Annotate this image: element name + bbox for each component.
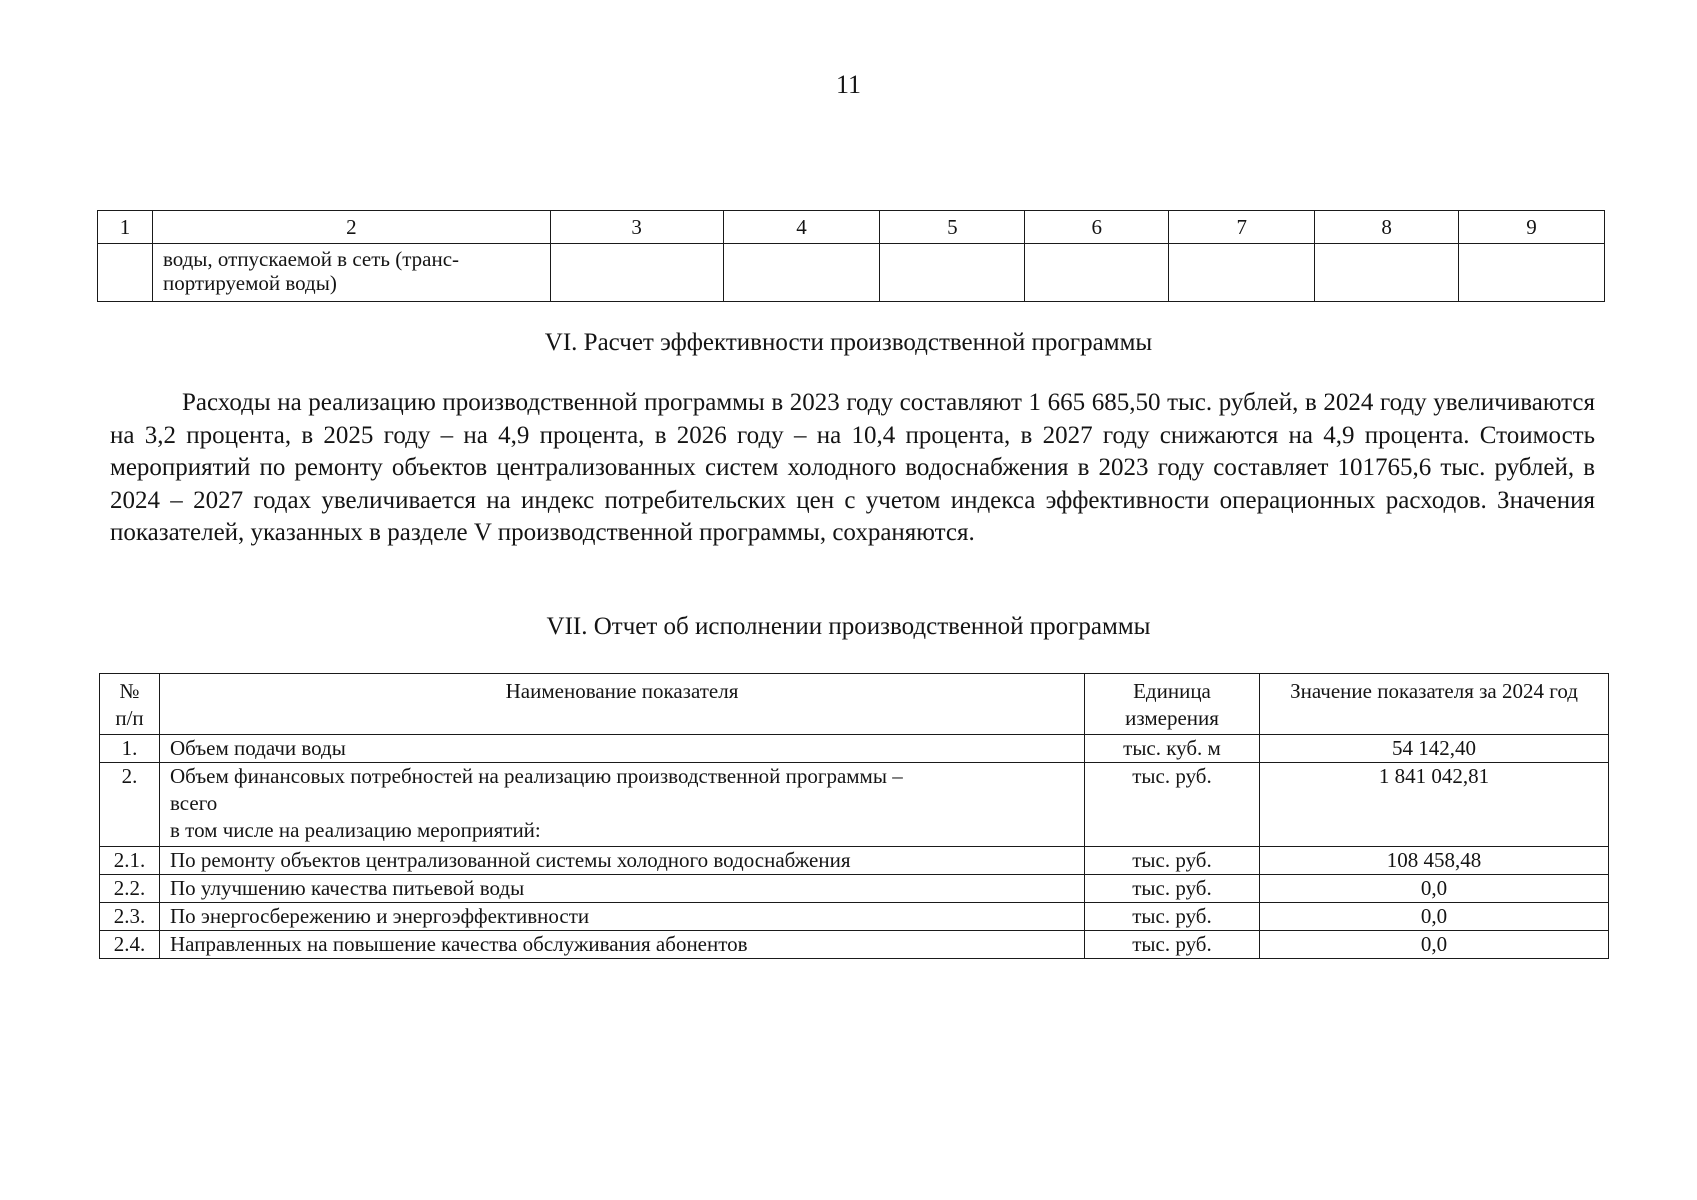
efficiency-paragraph: Расходы на реализацию производственной программы в 2023 году составляют 1 665 685,50 тыс. рублей, в 2024 году увеличиваются на 3,2 процента, в 2025 году – на 4,9 процента, в 2026 году – на 10,4 процента, в 2027 году снижаются на 4,9 процента. Стоимость мероприятий по ремонту объектов централизованных систем холодного водоснабжения в 2023 году составляет 101765,6 тыс. рублей, в 2024 – 2027 годах увеличивается на индекс потребительских цен с учетом индекса эффективности операционных расходов. Значения показателей, указанных в разделе V производственной программы, сохраняются. bbox=[110, 389, 1595, 546]
row-unit: тыс. руб. bbox=[1085, 763, 1260, 847]
row-unit: тыс. руб. bbox=[1085, 931, 1260, 959]
row-unit: тыс. руб. bbox=[1085, 875, 1260, 903]
continuation-header-row bbox=[98, 211, 1605, 244]
table-row bbox=[100, 847, 1609, 875]
row-name-line: в том числе на реализацию мероприятий: bbox=[170, 818, 541, 842]
header-value-cell: Значение показателя за 2024 год bbox=[1260, 674, 1609, 735]
header-unit-line: Единица bbox=[1133, 679, 1211, 703]
section-7-title: VII. Отчет об исполнении производственной программы bbox=[546, 613, 1151, 640]
row-name-line: всего bbox=[170, 791, 218, 815]
row-name: По ремонту объектов централизованной системы холодного водоснабжения bbox=[160, 847, 1085, 875]
table-row bbox=[100, 735, 1609, 763]
column-number-cell: 9 bbox=[1459, 211, 1605, 244]
row-number: 2.3. bbox=[100, 903, 160, 931]
row-number: 1. bbox=[100, 735, 160, 763]
section-6-title: VI. Расчет эффективности производственной программы bbox=[544, 329, 1153, 356]
continuation-data-row bbox=[98, 244, 1605, 302]
empty-cell bbox=[1025, 244, 1169, 302]
empty-cell bbox=[723, 244, 880, 302]
row-unit: тыс. руб. bbox=[1085, 903, 1260, 931]
header-number-line: п/п bbox=[115, 706, 144, 730]
row-name: По улучшению качества питьевой воды bbox=[160, 875, 1085, 903]
continuation-table bbox=[97, 210, 1605, 302]
header-number-line: № bbox=[119, 679, 140, 703]
row-number: 2. bbox=[100, 763, 160, 847]
header-number-cell bbox=[100, 674, 160, 735]
empty-cell bbox=[1169, 244, 1315, 302]
description-line: воды, отпускаемой в сеть (транс- bbox=[162, 247, 460, 271]
row-number: 2.2. bbox=[100, 875, 160, 903]
continuation-description-cell bbox=[152, 244, 550, 302]
empty-cell bbox=[550, 244, 723, 302]
description-line: портируемой воды) bbox=[162, 271, 337, 295]
column-number-cell: 4 bbox=[723, 211, 880, 244]
header-name-cell: Наименование показателя bbox=[160, 674, 1085, 735]
row-value: 1 841 042,81 bbox=[1260, 763, 1609, 847]
row-unit: тыс. руб. bbox=[1085, 847, 1260, 875]
empty-cell bbox=[1459, 244, 1605, 302]
empty-cell bbox=[880, 244, 1025, 302]
row-name: Объем подачи воды bbox=[160, 735, 1085, 763]
table-row bbox=[100, 931, 1609, 959]
header-unit-cell bbox=[1085, 674, 1260, 735]
row-number: 2.4. bbox=[100, 931, 160, 959]
row-value: 0,0 bbox=[1260, 903, 1609, 931]
table-row bbox=[100, 763, 1609, 847]
column-number-cell: 6 bbox=[1025, 211, 1169, 244]
column-number-cell: 3 bbox=[550, 211, 723, 244]
column-number-cell: 7 bbox=[1169, 211, 1315, 244]
empty-cell bbox=[1315, 244, 1459, 302]
empty-cell bbox=[98, 244, 153, 302]
row-value: 108 458,48 bbox=[1260, 847, 1609, 875]
row-name: По энергосбережению и энергоэффективности bbox=[160, 903, 1085, 931]
row-value: 0,0 bbox=[1260, 875, 1609, 903]
page-number: 11 bbox=[835, 70, 862, 99]
row-number: 2.1. bbox=[100, 847, 160, 875]
row-name: Направленных на повышение качества обслуживания абонентов bbox=[160, 931, 1085, 959]
row-value: 54 142,40 bbox=[1260, 735, 1609, 763]
column-number-cell: 2 bbox=[152, 211, 550, 244]
table-row bbox=[100, 903, 1609, 931]
report-header-row bbox=[100, 674, 1609, 735]
column-number-cell: 5 bbox=[880, 211, 1025, 244]
column-number-cell: 1 bbox=[98, 211, 153, 244]
row-value: 0,0 bbox=[1260, 931, 1609, 959]
report-table bbox=[99, 673, 1609, 959]
table-row bbox=[100, 875, 1609, 903]
row-name bbox=[160, 763, 1085, 847]
row-name-line: Объем финансовых потребностей на реализацию производственной программы – bbox=[170, 764, 903, 788]
header-unit-line: измерения bbox=[1125, 706, 1219, 730]
row-unit: тыс. куб. м bbox=[1085, 735, 1260, 763]
column-number-cell: 8 bbox=[1315, 211, 1459, 244]
